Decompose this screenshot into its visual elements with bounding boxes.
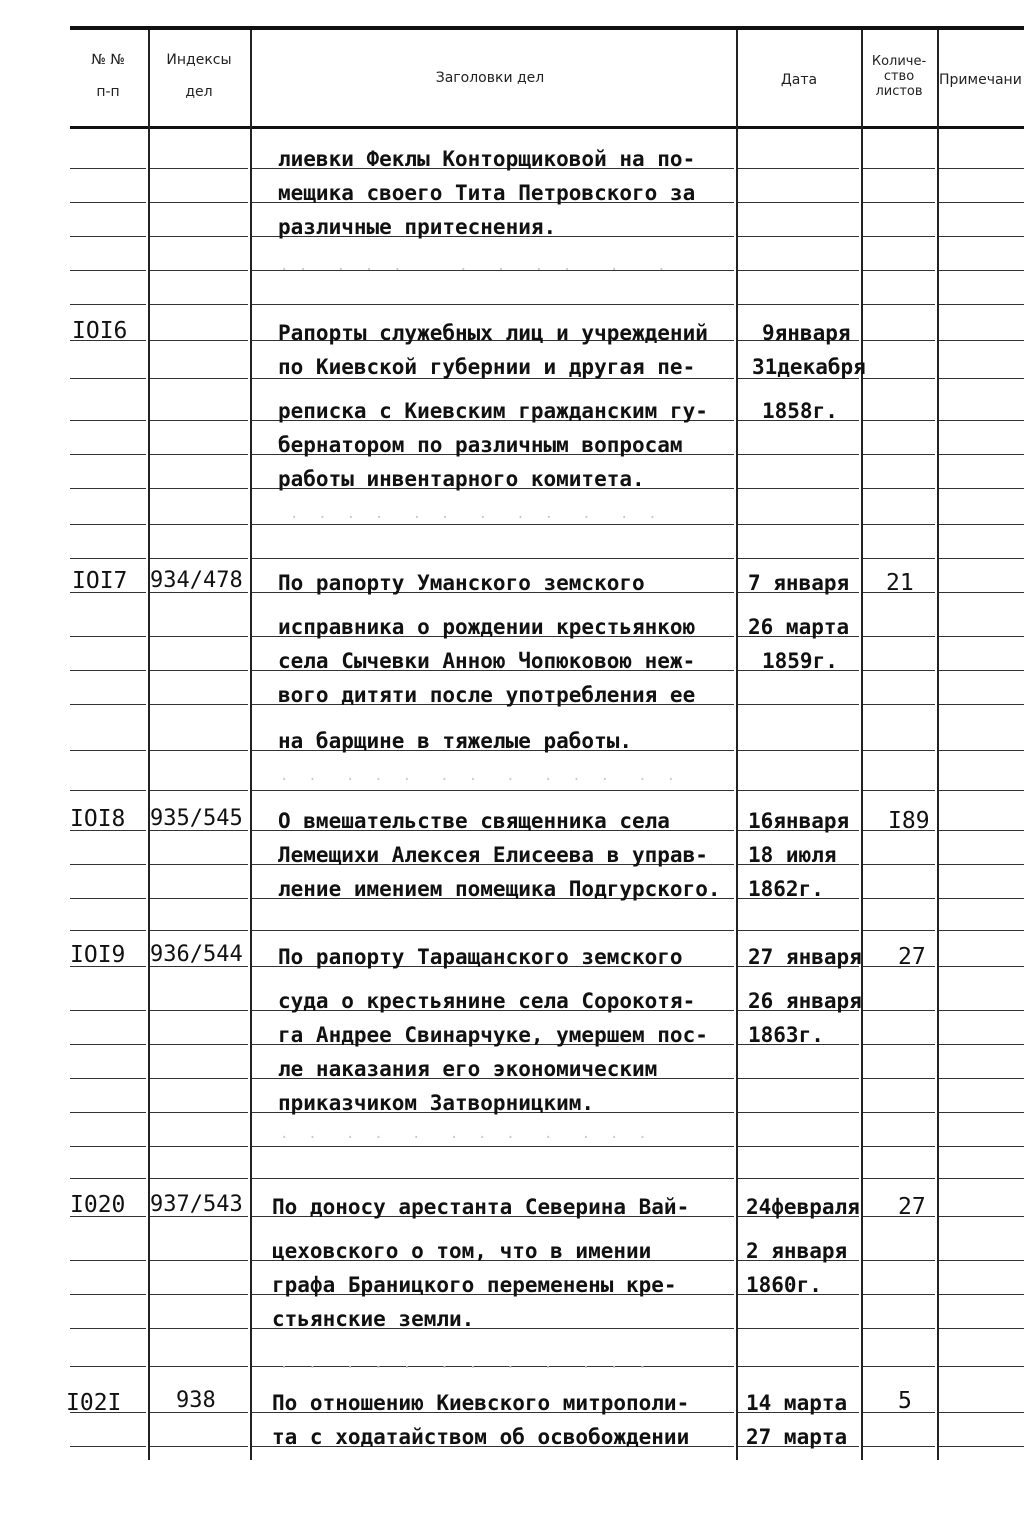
column-divider xyxy=(148,30,150,1460)
row-rule xyxy=(939,1328,1024,1329)
record-title-line: Лемещихи Алексея Елисеева в управ- xyxy=(278,843,708,867)
row-rule xyxy=(150,1366,248,1367)
row-rule xyxy=(150,670,248,671)
header-note: Примечани xyxy=(939,72,1022,88)
row-rule xyxy=(150,488,248,489)
row-rule xyxy=(939,750,1024,751)
row-rule xyxy=(70,1260,146,1261)
column-divider xyxy=(736,30,738,1460)
row-rule xyxy=(863,750,935,751)
row-rule xyxy=(863,1328,935,1329)
row-rule xyxy=(70,488,146,489)
header-num-line1: № № xyxy=(91,52,125,68)
row-rule xyxy=(939,790,1024,791)
header-count-line3: листов xyxy=(875,84,923,99)
row-rule xyxy=(70,790,146,791)
row-rule xyxy=(70,1328,146,1329)
record-title-line: реписка с Киевским гражданским гу- xyxy=(278,399,708,423)
record-title-line: Рапорты служебных лиц и учреждений xyxy=(278,321,708,345)
row-rule xyxy=(863,340,935,341)
row-rule xyxy=(863,420,935,421)
row-rule xyxy=(863,1294,935,1295)
bleed-through-text: · · · · · · · · · · · · · xyxy=(280,772,677,788)
row-rule xyxy=(150,1446,248,1447)
record-sheet-count: I89 xyxy=(888,808,930,834)
row-rule xyxy=(150,790,248,791)
row-rule xyxy=(738,202,859,203)
row-rule xyxy=(863,1078,935,1079)
row-rule xyxy=(863,1146,935,1147)
row-rule xyxy=(863,930,935,931)
row-rule xyxy=(70,1112,146,1113)
row-rule xyxy=(863,864,935,865)
row-rule xyxy=(939,1146,1024,1147)
record-title-line: работы инвентарного комитета. xyxy=(278,467,645,491)
row-rule xyxy=(863,378,935,379)
row-rule xyxy=(150,750,248,751)
row-rule xyxy=(939,636,1024,637)
record-title-line: бернатором по различным вопросам xyxy=(278,433,683,457)
record-title-line: лиевки Феклы Конторщиковой на по- xyxy=(278,147,696,171)
row-rule xyxy=(863,1044,935,1045)
row-rule xyxy=(150,202,248,203)
record-index: 936/544 xyxy=(150,942,243,967)
row-rule xyxy=(738,1328,859,1329)
row-rule xyxy=(738,1146,859,1147)
row-rule xyxy=(738,558,859,559)
row-rule xyxy=(252,930,734,931)
header-count-line1: Количе- xyxy=(871,54,927,69)
row-rule xyxy=(150,454,248,455)
row-rule xyxy=(738,304,859,305)
record-date-line: 2 января xyxy=(746,1239,848,1263)
row-rule xyxy=(939,236,1024,237)
bleed-through-text: · · · · · · · · · · · xyxy=(280,262,667,278)
row-rule xyxy=(738,488,859,489)
row-rule xyxy=(939,304,1024,305)
row-rule xyxy=(70,750,146,751)
row-rule xyxy=(939,592,1024,593)
top-rule xyxy=(70,26,1024,30)
row-rule xyxy=(939,670,1024,671)
row-rule xyxy=(70,930,146,931)
header-rule xyxy=(70,126,1024,129)
row-rule xyxy=(252,558,734,559)
row-rule xyxy=(150,898,248,899)
record-title-line: по Киевской губернии и другая пе- xyxy=(278,355,696,379)
row-rule xyxy=(150,1112,248,1113)
row-rule xyxy=(70,270,146,271)
header-num xyxy=(78,52,138,100)
row-rule xyxy=(150,1078,248,1079)
row-rule xyxy=(252,304,734,305)
row-rule xyxy=(939,1366,1024,1367)
row-rule xyxy=(150,1260,248,1261)
row-rule xyxy=(150,636,248,637)
row-rule xyxy=(863,1010,935,1011)
record-title-line: По отношению Киевского митрополи- xyxy=(272,1391,690,1415)
row-rule xyxy=(738,1366,859,1367)
row-rule xyxy=(939,864,1024,865)
row-rule xyxy=(70,236,146,237)
record-number: I020 xyxy=(70,1192,126,1218)
row-rule xyxy=(150,1044,248,1045)
row-rule xyxy=(738,524,859,525)
row-rule xyxy=(252,1146,734,1147)
row-rule xyxy=(70,704,146,705)
row-rule xyxy=(863,558,935,559)
column-divider xyxy=(937,30,939,1460)
row-rule xyxy=(939,1178,1024,1179)
row-rule xyxy=(150,558,248,559)
header-date: Дата xyxy=(780,72,818,88)
record-date-line: 1860г. xyxy=(746,1273,822,1297)
row-rule xyxy=(939,168,1024,169)
row-rule xyxy=(150,1328,248,1329)
row-rule xyxy=(939,524,1024,525)
row-rule xyxy=(939,1010,1024,1011)
record-date-line: 31декабря xyxy=(752,355,866,379)
row-rule xyxy=(70,454,146,455)
row-rule xyxy=(738,270,859,271)
row-rule xyxy=(70,1078,146,1079)
record-title-line: стьянские земли. xyxy=(272,1307,475,1331)
record-title-line: По рапорту Таращанского земского xyxy=(278,945,683,969)
row-rule xyxy=(939,1044,1024,1045)
row-rule xyxy=(738,1178,859,1179)
header-index-line2: дел xyxy=(185,84,213,100)
row-rule xyxy=(150,270,248,271)
row-rule xyxy=(939,202,1024,203)
row-rule xyxy=(70,1044,146,1045)
row-rule xyxy=(150,1010,248,1011)
row-rule xyxy=(150,1146,248,1147)
row-rule xyxy=(863,168,935,169)
record-title-line: По рапорту Уманского земского xyxy=(278,571,645,595)
record-sheet-count: 27 xyxy=(898,1194,926,1220)
record-date-line: 9января xyxy=(762,321,851,345)
record-index: 938 xyxy=(176,1388,216,1413)
row-rule xyxy=(863,304,935,305)
row-rule xyxy=(939,378,1024,379)
row-rule xyxy=(939,830,1024,831)
row-rule xyxy=(863,236,935,237)
row-rule xyxy=(863,488,935,489)
row-rule xyxy=(150,168,248,169)
row-rule xyxy=(863,1260,935,1261)
row-rule xyxy=(939,1446,1024,1447)
record-title-line: приказчиком Затворницким. xyxy=(278,1091,595,1115)
row-rule xyxy=(738,1078,859,1079)
record-date-line: 1858г. xyxy=(762,399,838,423)
record-date-line: 27 января xyxy=(748,945,862,969)
header-index-line1: Индексы xyxy=(166,52,232,68)
row-rule xyxy=(70,420,146,421)
row-rule xyxy=(939,966,1024,967)
record-title-line: вого дитяти после употребления ее xyxy=(278,683,696,707)
row-rule xyxy=(738,236,859,237)
record-date-line: 24февраля xyxy=(746,1195,860,1219)
record-number: IOI9 xyxy=(70,942,126,968)
record-title-line: га Андрее Свинарчуке, умершем пос- xyxy=(278,1023,708,1047)
record-date-line: 27 марта xyxy=(746,1425,848,1449)
record-date-line: 14 марта xyxy=(746,1391,848,1415)
row-rule xyxy=(939,930,1024,931)
row-rule xyxy=(939,270,1024,271)
row-rule xyxy=(863,790,935,791)
row-rule xyxy=(939,1294,1024,1295)
header-num-line2: п-п xyxy=(96,84,120,100)
row-rule xyxy=(150,524,248,525)
row-rule xyxy=(70,1366,146,1367)
row-rule xyxy=(939,454,1024,455)
row-rule xyxy=(863,1446,935,1447)
row-rule xyxy=(70,1294,146,1295)
record-title-line: суда о крестьянине села Сорокотя- xyxy=(278,989,696,1013)
row-rule xyxy=(150,1294,248,1295)
record-title-line: графа Браницкого переменены кре- xyxy=(272,1273,677,1297)
row-rule xyxy=(252,1178,734,1179)
row-rule xyxy=(70,1010,146,1011)
record-date-line: 16января xyxy=(748,809,850,833)
row-rule xyxy=(939,1112,1024,1113)
row-rule xyxy=(738,454,859,455)
row-rule xyxy=(863,524,935,525)
record-sheet-count: 5 xyxy=(898,1388,912,1414)
row-rule xyxy=(863,704,935,705)
record-date-line: 7 января xyxy=(748,571,850,595)
row-rule xyxy=(150,340,248,341)
record-title-line: О вмешательстве священника села xyxy=(278,809,670,833)
column-divider xyxy=(250,30,252,1460)
record-number: IOI8 xyxy=(70,806,126,832)
record-number: IOI7 xyxy=(72,568,128,594)
record-date-line: 18 июля xyxy=(748,843,837,867)
row-rule xyxy=(150,304,248,305)
row-rule xyxy=(70,304,146,305)
row-rule xyxy=(738,1112,859,1113)
row-rule xyxy=(70,636,146,637)
row-rule xyxy=(70,1178,146,1179)
bleed-through-text: · · · · · · · · · · · · xyxy=(280,1130,648,1146)
record-date-line: 26 марта xyxy=(748,615,850,639)
row-rule xyxy=(738,168,859,169)
row-rule xyxy=(150,704,248,705)
row-rule xyxy=(150,236,248,237)
row-rule xyxy=(863,270,935,271)
row-rule xyxy=(939,898,1024,899)
row-rule xyxy=(939,704,1024,705)
row-rule xyxy=(863,898,935,899)
record-number: I02I xyxy=(66,1390,122,1416)
record-index: 935/545 xyxy=(150,806,243,831)
record-sheet-count: 27 xyxy=(898,944,926,970)
row-rule xyxy=(939,420,1024,421)
row-rule xyxy=(150,864,248,865)
column-divider xyxy=(861,30,863,1460)
record-title-line: на барщине в тяжелые работы. xyxy=(278,729,633,753)
record-index: 934/478 xyxy=(150,568,243,593)
row-rule xyxy=(863,202,935,203)
record-title-line: цеховского о том, что в имении xyxy=(272,1239,652,1263)
record-date-line: 1862г. xyxy=(748,877,824,901)
row-rule xyxy=(863,1178,935,1179)
row-rule xyxy=(70,1446,146,1447)
row-rule xyxy=(738,790,859,791)
row-rule xyxy=(70,202,146,203)
row-rule xyxy=(738,750,859,751)
row-rule xyxy=(863,670,935,671)
row-rule xyxy=(70,524,146,525)
header-title: Заголовки дел xyxy=(435,70,545,86)
row-rule xyxy=(939,488,1024,489)
record-sheet-count: 21 xyxy=(886,570,914,596)
row-rule xyxy=(939,558,1024,559)
row-rule xyxy=(70,670,146,671)
record-title-line: исправника о рождении крестьянкою xyxy=(278,615,696,639)
row-rule xyxy=(70,378,146,379)
record-index: 937/543 xyxy=(150,1192,243,1217)
bleed-through-text: · · · · · · · · · · · · xyxy=(280,1360,648,1376)
row-rule xyxy=(863,1112,935,1113)
header-count xyxy=(862,54,936,99)
record-date-line: 1863г. xyxy=(748,1023,824,1047)
record-number: IOI6 xyxy=(72,318,128,344)
bleed-through-text: · · · · · · · · · · · · xyxy=(290,510,658,526)
row-rule xyxy=(70,1146,146,1147)
row-rule xyxy=(70,558,146,559)
record-title-line: села Сычевки Анною Чопюковою неж- xyxy=(278,649,696,673)
record-date-line: 26 января xyxy=(748,989,862,1013)
record-title-line: ление имением помещика Подгурского. xyxy=(278,877,721,901)
header-count-line2: ство xyxy=(883,69,915,84)
record-title-line: ле наказания его экономическим xyxy=(278,1057,658,1081)
row-rule xyxy=(252,790,734,791)
row-rule xyxy=(70,898,146,899)
row-rule xyxy=(939,1078,1024,1079)
record-title-line: мещика своего Тита Петровского за xyxy=(278,181,696,205)
row-rule xyxy=(939,1216,1024,1217)
row-rule xyxy=(150,1178,248,1179)
row-rule xyxy=(738,930,859,931)
row-rule xyxy=(863,1366,935,1367)
header-index xyxy=(152,52,246,100)
record-title-line: та с ходатайством об освобождении xyxy=(272,1425,690,1449)
row-rule xyxy=(939,340,1024,341)
row-rule xyxy=(150,378,248,379)
record-title-line: По доносу арестанта Северина Вай- xyxy=(272,1195,690,1219)
row-rule xyxy=(150,420,248,421)
row-rule xyxy=(738,704,859,705)
row-rule xyxy=(70,864,146,865)
row-rule xyxy=(150,930,248,931)
row-rule xyxy=(863,454,935,455)
row-rule xyxy=(939,1260,1024,1261)
row-rule xyxy=(939,1412,1024,1413)
record-title-line: различные притеснения. xyxy=(278,215,557,239)
record-date-line: 1859г. xyxy=(762,649,838,673)
row-rule xyxy=(70,168,146,169)
row-rule xyxy=(863,636,935,637)
